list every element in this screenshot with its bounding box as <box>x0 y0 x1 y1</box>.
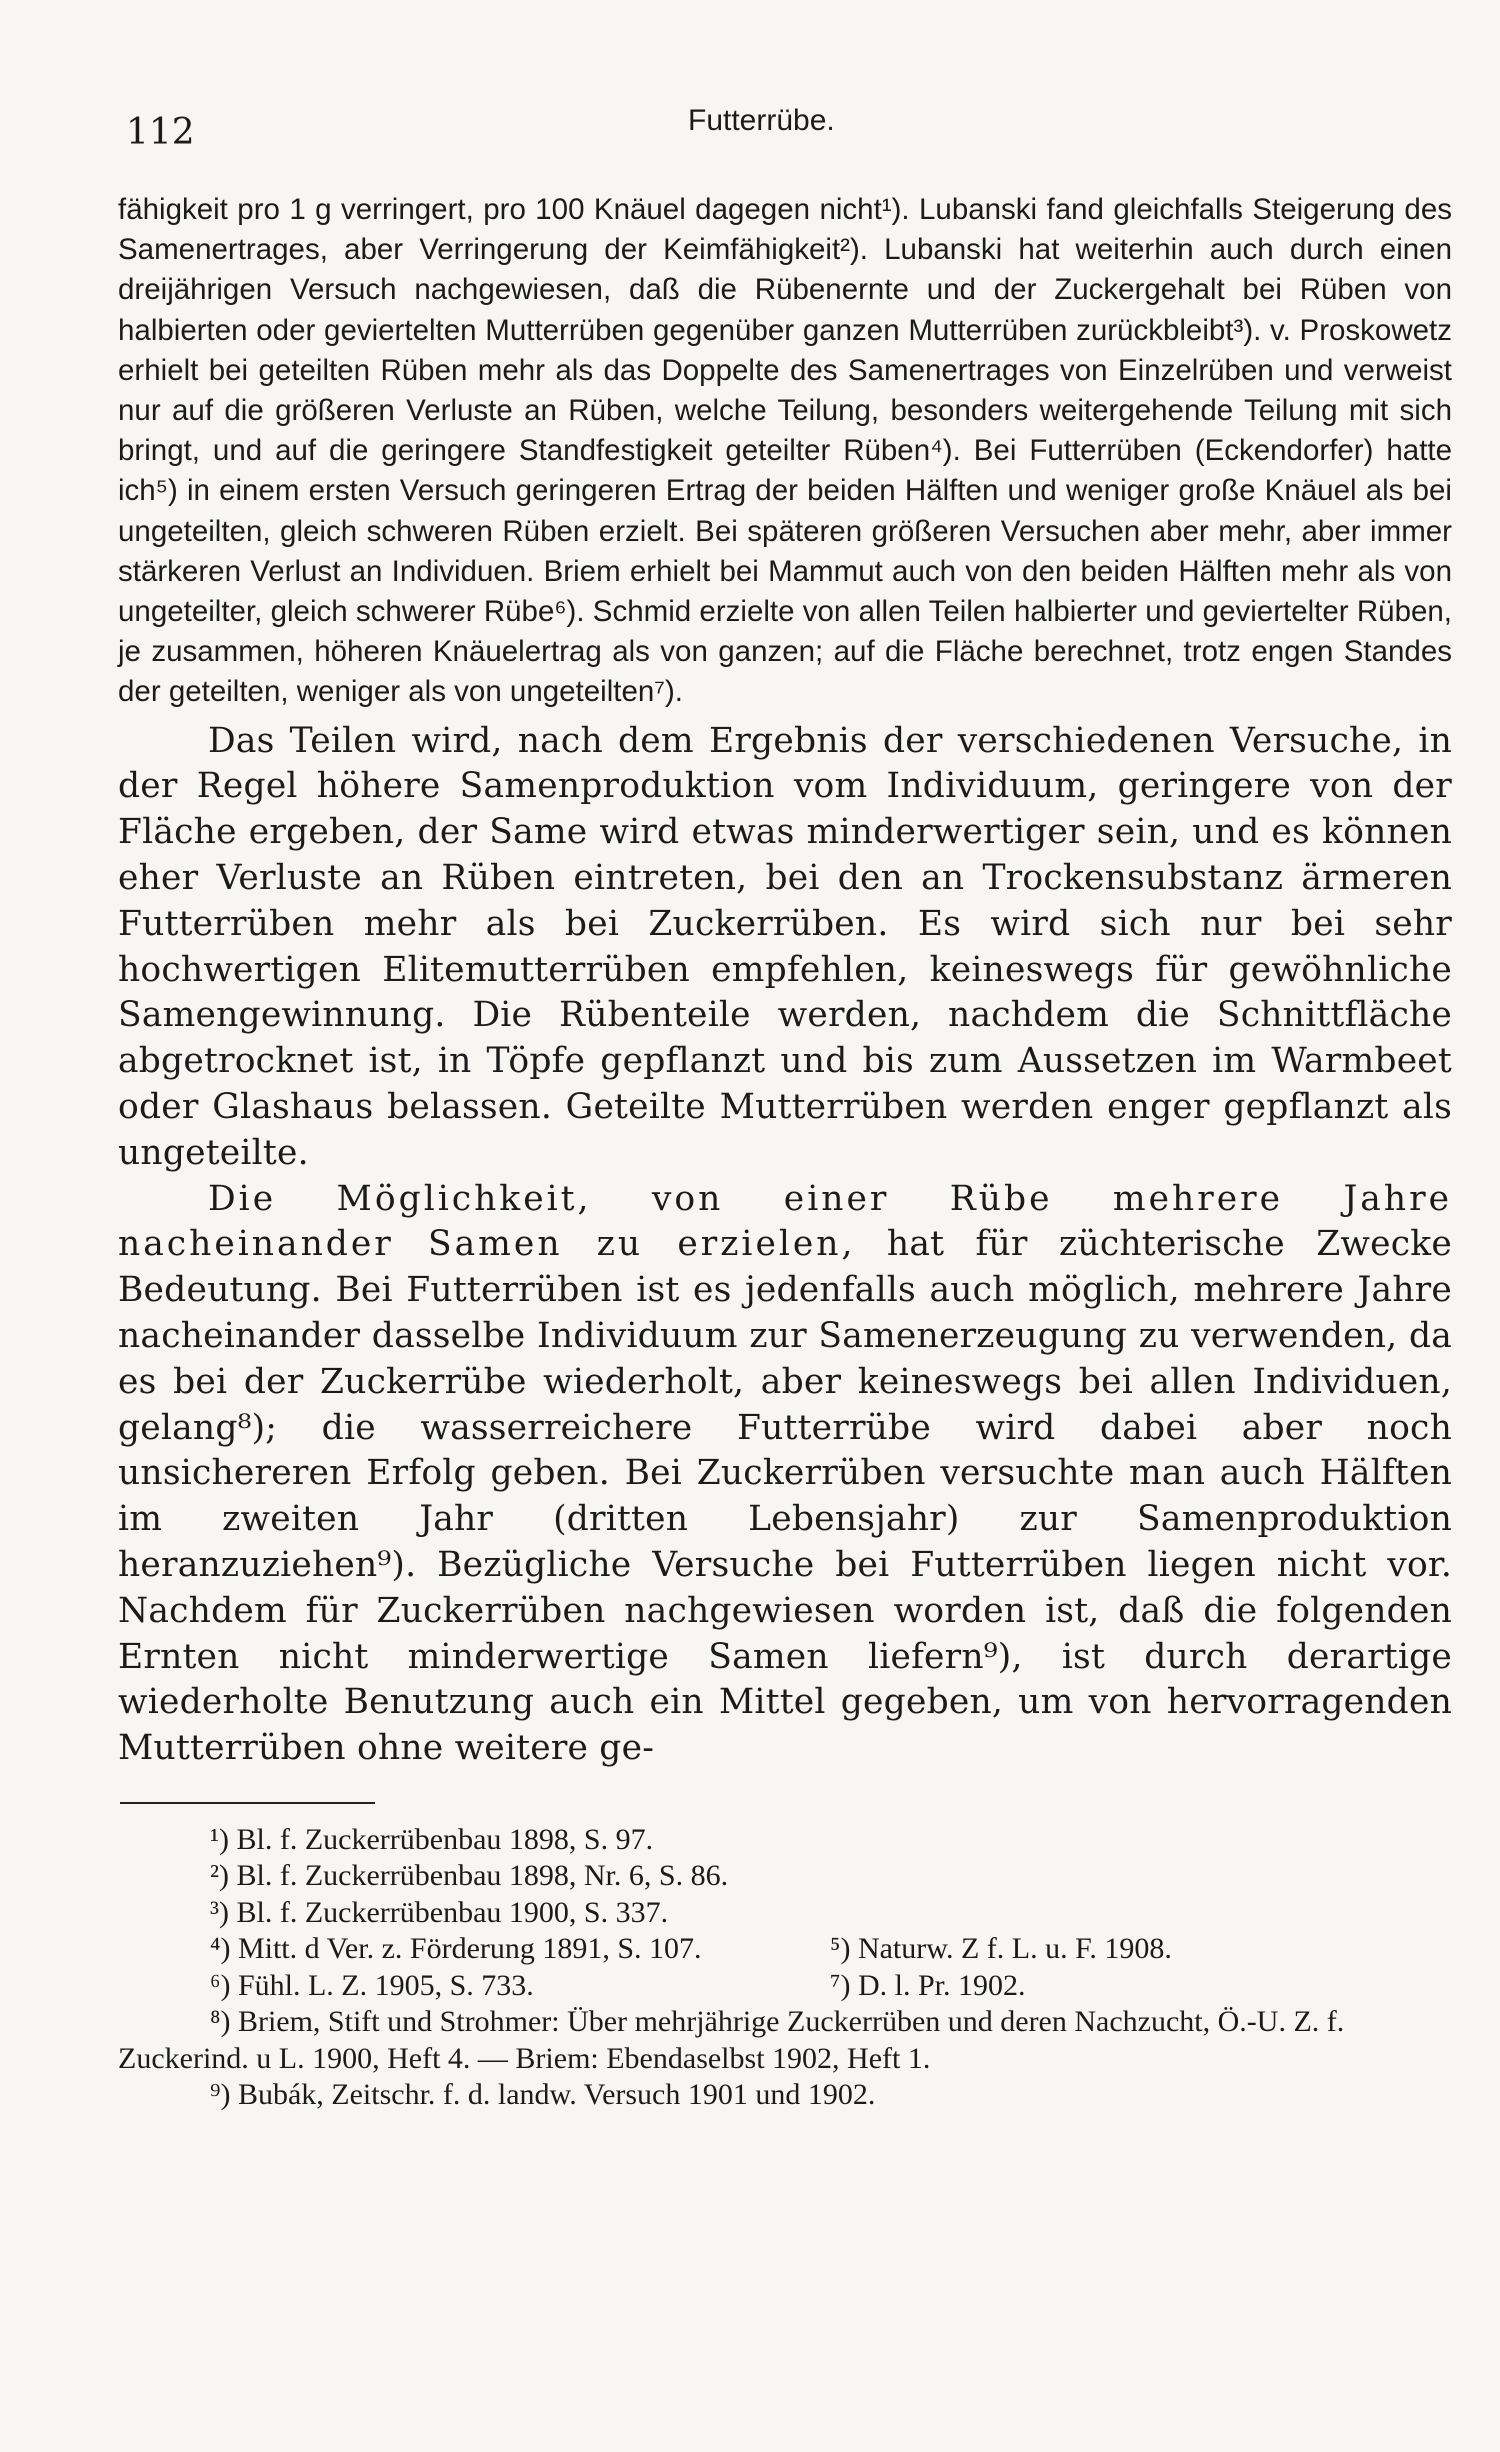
page-number: 112 <box>126 112 195 153</box>
emphasized-lead: Die Möglichkeit, von einer Rübe mehrere Jahre nacheinander Samen zu erzielen, <box>118 1178 1452 1265</box>
footnote-5: ⁵) Naturw. Z f. L. u. F. 1908. <box>830 1932 1172 1966</box>
footnote-row-6-7 <box>118 1968 1452 2005</box>
running-title: Futterrübe. <box>688 104 835 137</box>
footnotes <box>118 1822 1452 2114</box>
footnote-1: ¹) Bl. f. Zuckerrübenbau 1898, S. 97. <box>210 1822 654 1856</box>
small-print-paragraph: fähigkeit pro 1 g verringert, pro 100 Knäuel dagegen nicht¹). Lubanski fand gleichfalls Steigerung des Samenertrages, aber Verringerung der Keimfähigkeit²). Lubanski hat weiterhin auch durch einen dreijährigen Versuch nachgewiesen, daß die Rübenernte und der Zuckergehalt bei Rüben von halbierten oder geviertelten Mutterrüben gegenüber ganzen Mutterrüben zurückbleibt³). v. Proskowetz erhielt bei geteilten Rüben mehr als das Doppelte des Samenertrages von Einzelrüben und verweist nur auf die größeren Verluste an Rüben, welche Teilung, besonders weitergehende Teilung mit sich bringt, und auf die geringere Standfestigkeit geteilter Rüben⁴). Bei Futterrüben (Eckendorfer) hatte ich⁵) in einem ersten Versuch geringeren Ertrag der beiden Hälften und weniger große Knäuel als bei ungeteilten, gleich schweren Rüben erzielt. Bei späteren größeren Versuchen aber mehr, aber immer stärkeren Verlust an Individuen. Briem erhielt bei Mammut auch von den beiden Hälften mehr als von ungeteilter, gleich schwerer Rübe⁶). Schmid erzielte von allen Teilen halbierter und geviertelter Rüben, je zusammen, höheren Knäuelertrag als von ganzen; auf die Fläche berechnet, trotz engen Standes der geteilten, weniger als von ungeteilten⁷). <box>118 193 1452 709</box>
body-paragraph-moeglichkeit <box>118 1177 1452 1772</box>
footnote-3: ³) Bl. f. Zuckerrübenbau 1900, S. 337. <box>210 1895 669 1929</box>
paragraph-continuation: hat für züchterische Zwecke Bedeutung. Bei Futterrüben ist es jedenfalls auch möglich, mehrere Jahre nacheinander dasselbe Individuum zur Samenerzeugung zu verwenden, da es bei der Zuckerrübe wiederholt, aber keineswegs bei allen Individuen, gelang⁸); die wasserreichere Futterrübe wird dabei aber noch unsichereren Erfolg geben. Bei Zuckerrüben versuchte man auch Hälften im zweiten Jahr (dritten Lebensjahr) zur Samenproduktion heranzuziehen⁹). Bezügliche Versuche bei Futterrüben liegen nicht vor. Nachdem für Zuckerrüben nachgewiesen worden ist, daß die folgenden Ernten nicht minderwertige Samen liefern⁹), ist durch derartige wiederholte Benutzung auch ein Mittel gegeben, um von hervorragenden Mutterrüben ohne weitere ge- <box>118 1224 1452 1769</box>
page-header <box>118 100 1452 190</box>
footnote-4: ⁴) Mitt. d Ver. z. Förderung 1891, S. 107. <box>210 1932 702 1966</box>
footnote-row-4-5 <box>118 1931 1452 1968</box>
footnote-7: ⁷) D. l. Pr. 1902. <box>830 1968 1026 2002</box>
footnote-divider <box>120 1802 375 1804</box>
footnote-2: ²) Bl. f. Zuckerrübenbau 1898, Nr. 6, S. 86. <box>210 1859 729 1893</box>
footnote-9: ⁹) Bubák, Zeitschr. f. d. landw. Versuch 1901 und 1902. <box>210 2078 876 2112</box>
footnote-6: ⁶) Fühl. L. Z. 1905, S. 733. <box>210 1968 534 2002</box>
footnote-8: ⁸) Briem, Stift und Strohmer: Über mehrjährige Zuckerrüben und deren Nachzucht, Ö.-U. Z. f. Zuckerind. u L. 1900, Heft 4. — Briem: Ebendaselbst 1902, Heft 1. <box>118 2005 1345 2075</box>
body-paragraph-teilen: Das Teilen wird, nach dem Ergebnis der verschiedenen Versuche, in der Regel höhere Samenproduktion vom Individuum, geringere von der Fläche ergeben, der Same wird etwas minderwertiger sein, und es können eher Verluste an Rüben eintreten, bei den an Trockensubstanz ärmeren Futterrüben mehr als bei Zuckerrüben. Es wird sich nur bei sehr hochwertigen Elitemutterrüben empfehlen, keineswegs für gewöhnliche Samengewinnung. Die Rübenteile werden, nachdem die Schnittfläche abgetrocknet ist, in Töpfe gepflanzt und bis zum Aussetzen im Warmbeet oder Glashaus belassen. Geteilte Mutterrüben werden enger gepflanzt als ungeteilte. <box>118 720 1452 1173</box>
